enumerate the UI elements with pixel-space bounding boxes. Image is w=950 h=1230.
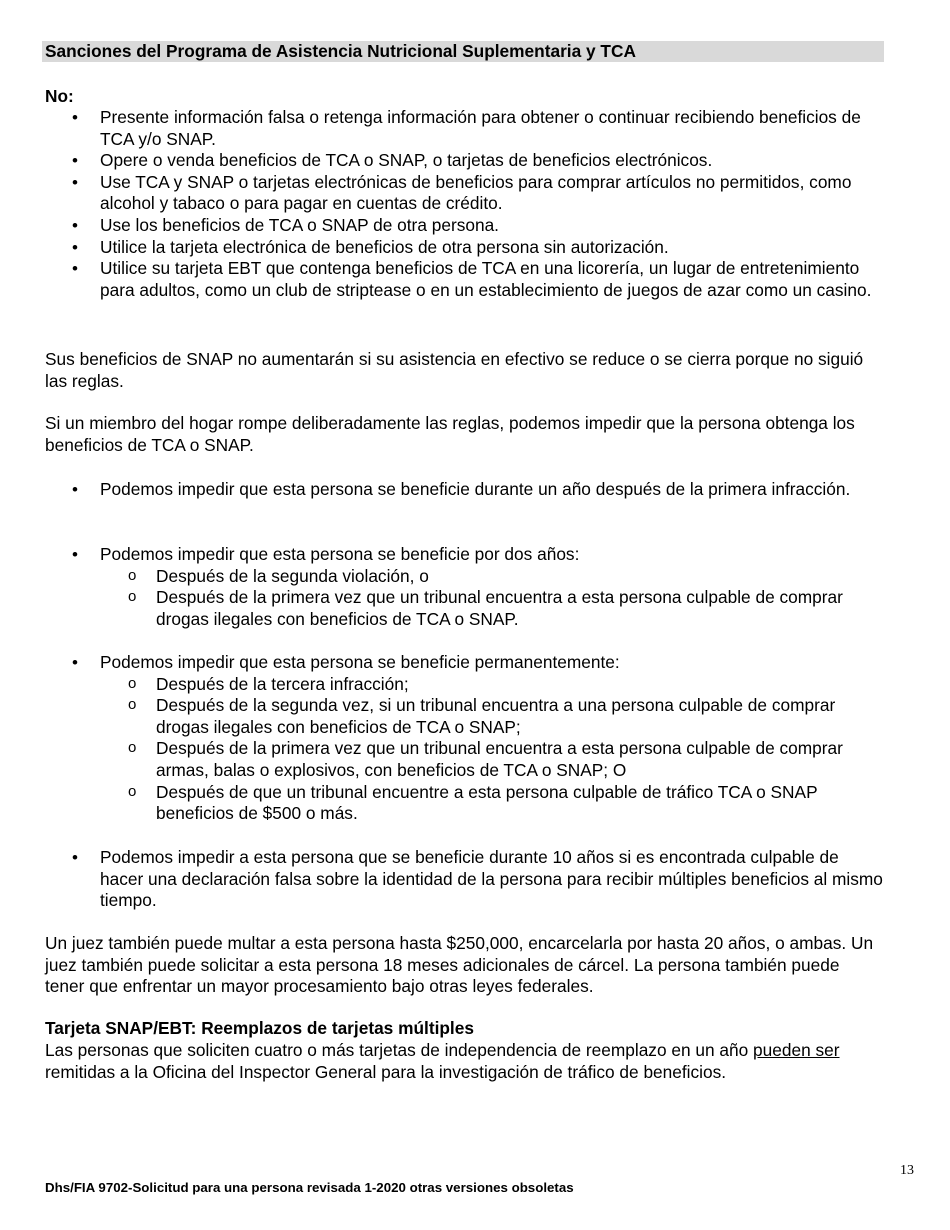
penalty-two-years [45,544,885,630]
card-section-title: Tarjeta SNAP/EBT: Reemplazos de tarjetas múltiples [45,1018,474,1038]
sub-list-item: o Después de la primera vez que un tribunal encuentra a esta persona culpable de comprar armas, balas o explosivos, con beneficios de TCA o SNAP; O [100,738,885,781]
list-item [45,544,885,630]
page-number: 13 [900,1163,914,1178]
list-item: • Podemos impedir que esta persona se beneficie durante un año después de la primera infracción. [45,479,885,501]
penalty-permanent [45,652,885,825]
footer-form-id: Dhs/FIA 9702-Solicitud para una persona revisada 1-2020 otras versiones obsoletas [45,1180,574,1195]
judge-paragraph: Un juez también puede multar a esta persona hasta $250,000, encarcelarla por hasta 20 años, o ambas. Un juez también puede solicitar a esta persona 18 meses adicionales de cárcel. La persona también puede tener que enfrentar un mayor procesamiento bajo otras leyes federales. [45,933,874,997]
list-item: • Utilice su tarjeta EBT que contenga beneficios de TCA en una licorería, un lugar de entretenimiento para adultos, como un club de striptease o en un establecimiento de juegos de azar como un casino. [45,258,885,301]
penalty-ten-years [45,847,885,912]
penalty-permanent-sublist [100,674,885,825]
list-item: • Use los beneficios de TCA o SNAP de otra persona. [45,215,885,237]
sub-list-item: o Después de la segunda violación, o [100,566,885,588]
card-text-underlined: pueden ser [753,1040,840,1060]
snap-benefits-paragraph: Sus beneficios de SNAP no aumentarán si su asistencia en efectivo se reduce o se cierra porque no siguió las reglas. [45,349,864,391]
list-item: • Use TCA y SNAP o tarjetas electrónicas de beneficios para comprar artículos no permitidos, como alcohol y tabaco o para pagar en cuentas de crédito. [45,172,885,215]
list-item [45,652,885,825]
penalty-two-years-sublist [100,566,885,631]
penalty-two-years-text: Podemos impedir que esta persona se beneficie por dos años: [100,544,580,564]
sub-list-item: o Después de la segunda vez, si un tribunal encuentra a una persona culpable de comprar drogas ilegales con beneficios de TCA o SNAP; [100,695,885,738]
penalty-one-year [45,479,885,501]
sub-list-item: o Después de la primera vez que un tribunal encuentra a esta persona culpable de comprar drogas ilegales con beneficios de TCA o SNAP. [100,587,885,630]
prohibitions-list [45,107,885,301]
penalty-permanent-text: Podemos impedir que esta persona se beneficie permanentemente: [100,652,620,672]
list-item: • Presente información falsa o retenga información para obtener o continuar recibiendo beneficios de TCA y/o SNAP. [45,107,885,150]
list-item: • Utilice la tarjeta electrónica de beneficios de otra persona sin autorización. [45,237,885,259]
card-text-after: remitidas a la Oficina del Inspector General para la investigación de tráfico de beneficios. [45,1061,727,1082]
sub-list-item: o Después de que un tribunal encuentre a esta persona culpable de tráfico TCA o SNAP beneficios de $500 o más. [100,782,885,825]
list-item: • Podemos impedir a esta persona que se beneficie durante 10 años si es encontrada culpable de hacer una declaración falsa sobre la identidad de la persona para recibir múltiples beneficios al mismo tiempo. [45,847,885,912]
card-text-before: Las personas que soliciten cuatro o más tarjetas de independencia de reemplazo en un año [45,1040,754,1060]
section-title: Sanciones del Programa de Asistencia Nutricional Suplementaria y TCA [45,41,636,61]
section-header-bar [42,41,884,62]
card-section-text [45,1040,880,1083]
no-label: No: [45,86,74,106]
sub-list-item: o Después de la tercera infracción; [100,674,885,696]
household-member-paragraph: Si un miembro del hogar rompe deliberadamente las reglas, podemos impedir que la persona obtenga los beneficios de TCA o SNAP. [45,413,855,455]
list-item: • Opere o venda beneficios de TCA o SNAP, o tarjetas de beneficios electrónicos. [45,150,885,172]
